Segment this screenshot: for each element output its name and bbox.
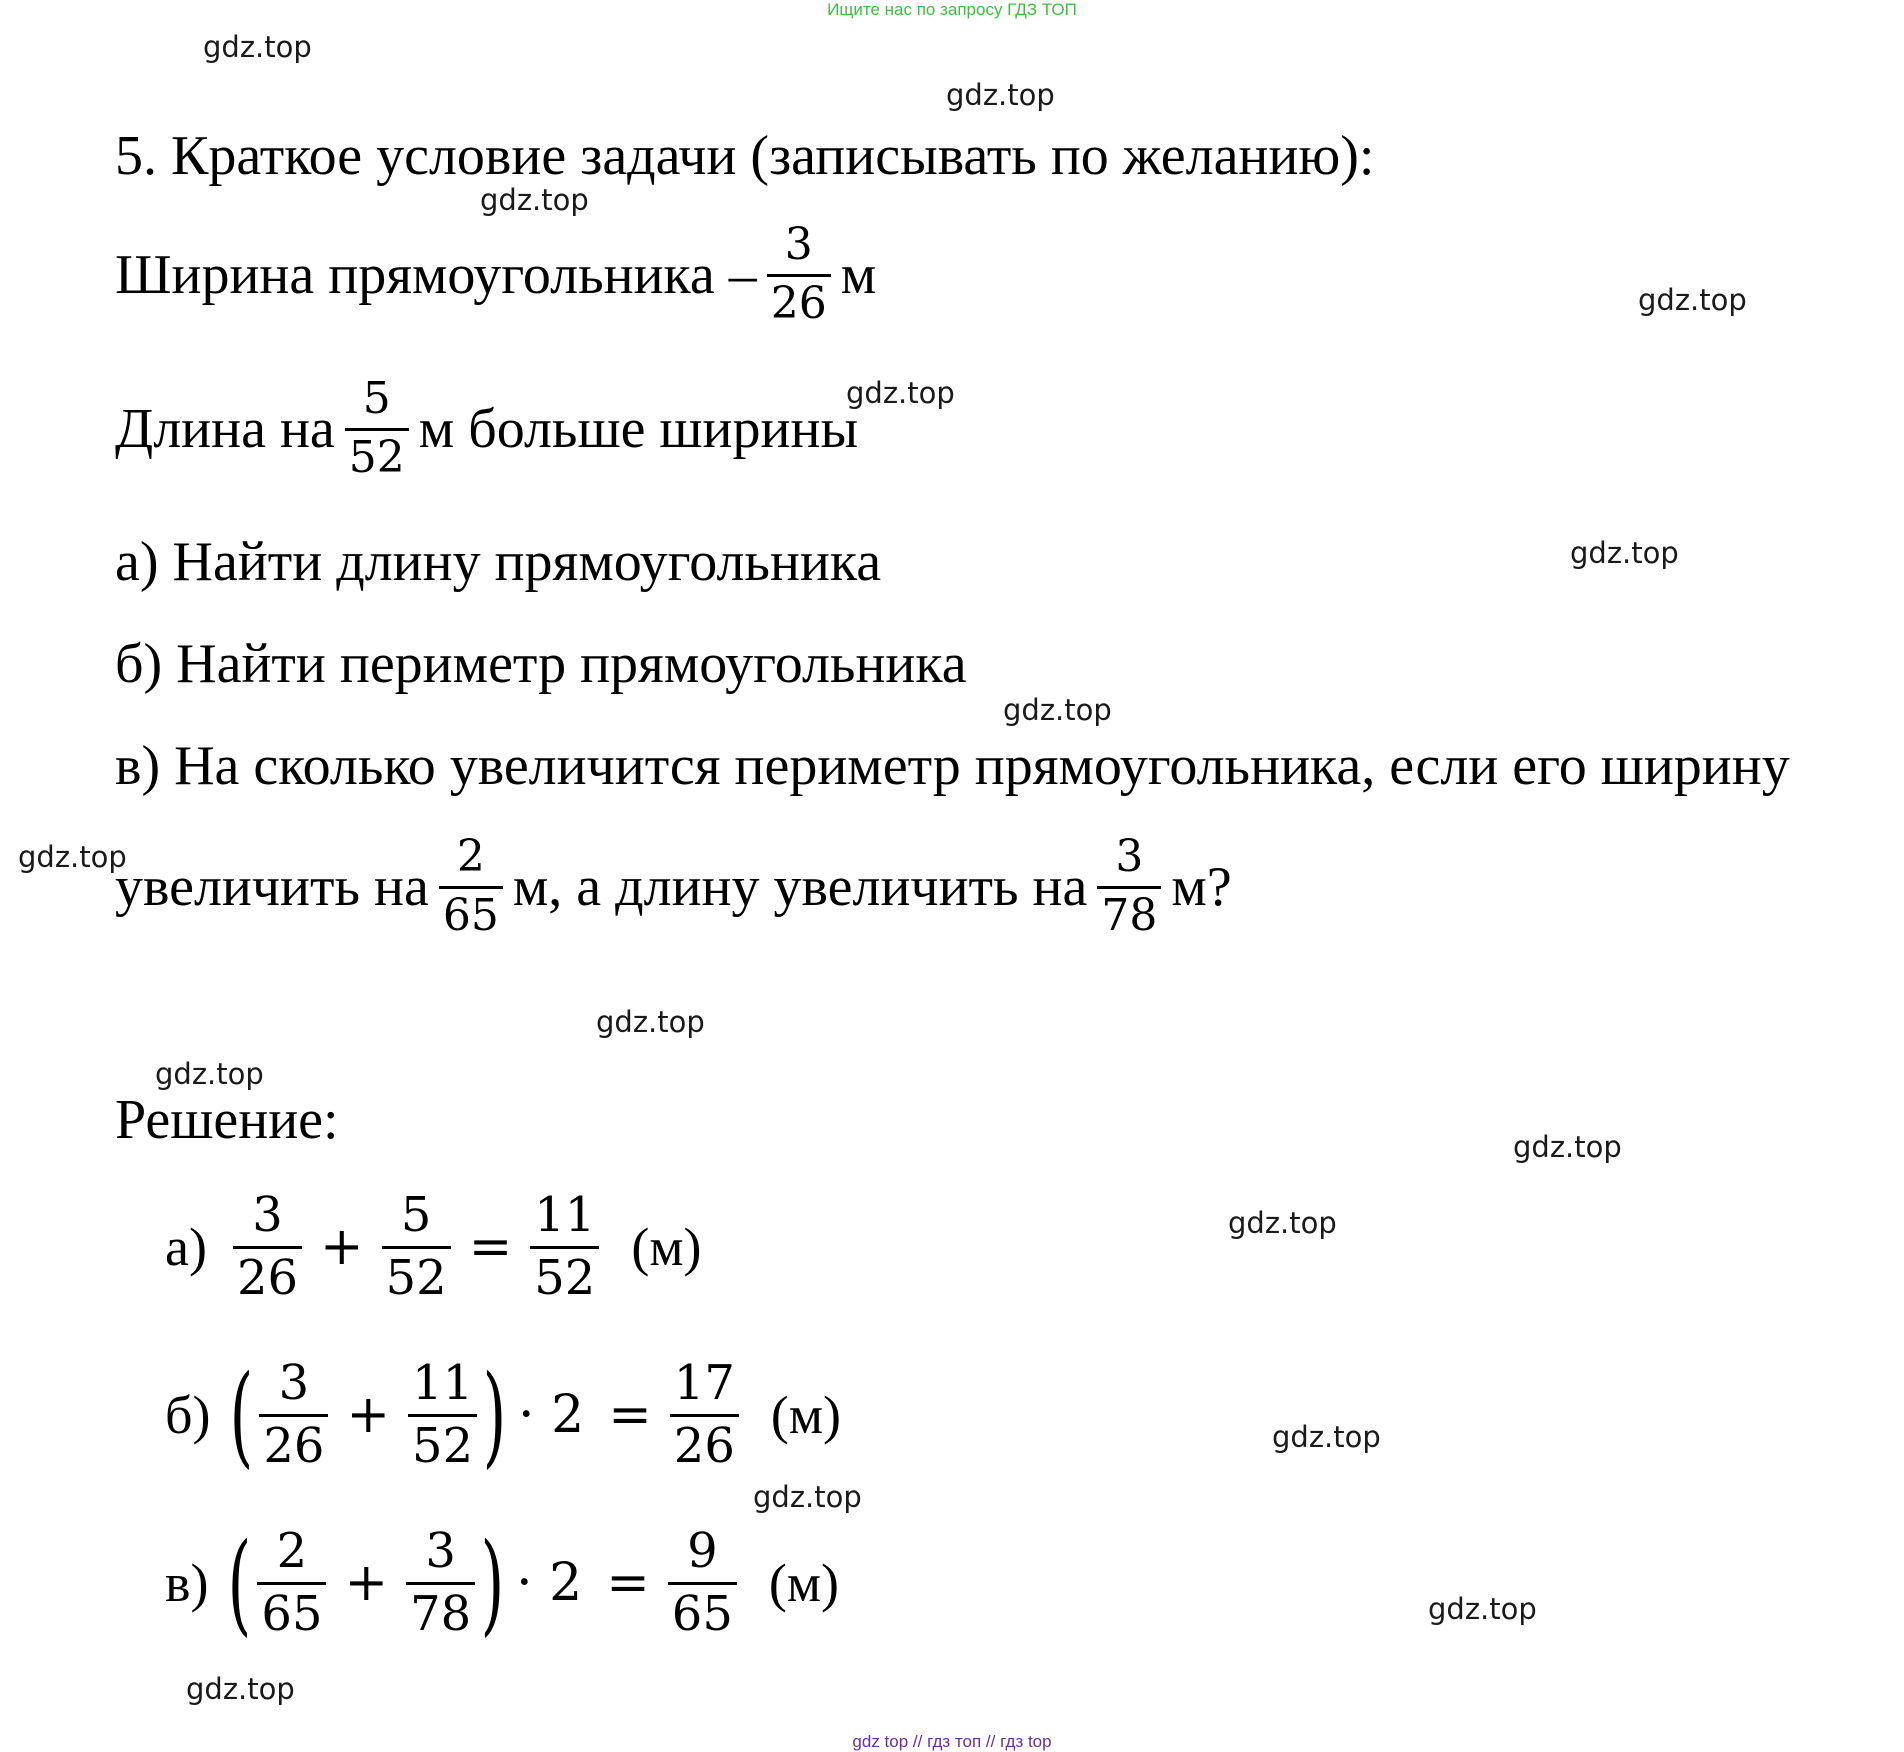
task-c-line1 [115,735,1790,797]
denominator: 26 [670,1414,739,1471]
solution-title [115,1089,339,1151]
numerator: 3 [1115,831,1144,882]
length-suffix: м больше ширины [418,397,859,460]
unit: (м) [768,1552,840,1613]
task-c-prefix: увеличить на [115,855,429,918]
task-b [115,633,967,695]
watermark: gdz.top [1638,283,1747,317]
left-paren: ( [228,1518,252,1647]
solution-c [165,1518,840,1647]
numerator: 2 [276,1523,308,1579]
fraction [408,1355,477,1475]
task-c-fraction-1 [439,831,503,942]
fraction [382,1187,451,1307]
watermark: gdz.top [1228,1206,1337,1240]
unit: (м) [631,1216,702,1277]
length-fraction [345,373,409,484]
solution-title-text: Решение: [115,1089,339,1151]
width-fraction [767,219,831,330]
watermark: gdz.top [596,1005,705,1039]
denominator: 26 [259,1414,328,1471]
numerator: 17 [673,1355,735,1411]
left-paren: ( [230,1350,254,1479]
watermark: gdz.top [18,840,127,874]
task-c-fraction-2 [1097,831,1161,942]
equals-sign: = [608,1384,652,1445]
watermark: gdz.top [1513,1130,1622,1164]
multiply-by-two: · 2 [516,1552,583,1613]
watermark: gdz.top [1272,1420,1381,1454]
watermark: gdz.top [753,1480,862,1514]
denominator: 26 [233,1246,302,1303]
condition-width [115,219,877,330]
watermark: gdz.top [946,78,1055,112]
numerator: 3 [425,1523,456,1579]
watermark: gdz.top [203,30,312,64]
denominator: 52 [382,1246,451,1303]
equals-sign: = [468,1216,513,1277]
denominator: 65 [439,886,503,939]
fraction [259,1355,328,1475]
denominator: 65 [257,1582,326,1639]
numerator: 5 [362,373,391,424]
solution-label: а) [165,1216,207,1277]
watermark: gdz.top [480,183,589,217]
denominator: 52 [345,428,409,481]
task-c-suffix: м? [1171,855,1232,918]
fraction [233,1187,302,1307]
solution-b [165,1350,841,1479]
solution-label: б) [165,1384,211,1445]
equals-sign: = [606,1552,650,1613]
denominator: 78 [1097,886,1161,939]
denominator: 52 [408,1414,477,1471]
result-fraction [668,1523,737,1643]
denominator: 26 [767,274,831,327]
plus-sign: + [346,1384,391,1445]
watermark: gdz.top [846,376,955,410]
numerator: 2 [456,831,485,882]
numerator: 3 [252,1187,283,1243]
watermark: gdz.top [1570,536,1679,570]
width-prefix: Ширина прямоугольника – [115,243,757,306]
numerator: 11 [534,1187,596,1243]
numerator: 5 [400,1187,432,1243]
task-a [115,531,882,593]
right-paren: ) [482,1350,507,1479]
task-c-line2 [115,831,1232,942]
solution-a [165,1187,702,1307]
task-heading [115,125,1375,187]
numerator: 3 [784,219,813,270]
numerator: 11 [412,1355,474,1411]
watermark: gdz.top [186,1672,295,1706]
plus-sign: + [320,1216,364,1277]
task-a-text: а) Найти длину прямоугольника [115,531,882,593]
denominator: 65 [668,1582,737,1639]
denominator: 78 [406,1582,475,1639]
watermark: gdz.top [1428,1592,1537,1626]
plus-sign: + [344,1552,389,1613]
length-prefix: Длина на [115,397,335,460]
unit: (м) [770,1384,841,1445]
numerator: 3 [278,1355,310,1411]
bottom-banner: gdz top // гдз топ // гдз top [852,1732,1052,1751]
solution-label: в) [165,1552,209,1613]
result-fraction [530,1187,599,1307]
task-b-text: б) Найти периметр прямоугольника [115,633,967,695]
task-heading-text: 5. Краткое условие задачи (записывать по желанию): [115,125,1375,187]
result-fraction [670,1355,739,1475]
watermark: gdz.top [1003,693,1112,727]
multiply-by-two: · 2 [518,1384,585,1445]
right-paren: ) [480,1518,505,1647]
top-banner: Ищите нас по запросу ГДЗ ТОП [827,0,1077,19]
condition-length [115,373,859,484]
denominator: 52 [530,1246,599,1303]
watermark: gdz.top [155,1057,264,1091]
task-c-text: в) На сколько увеличится периметр прямоугольника, если его ширину [115,735,1790,797]
task-c-mid: м, а длину увеличить на [512,855,1088,918]
width-unit: м [840,243,877,306]
fraction [257,1523,326,1643]
numerator: 9 [687,1523,718,1579]
fraction [406,1523,475,1643]
